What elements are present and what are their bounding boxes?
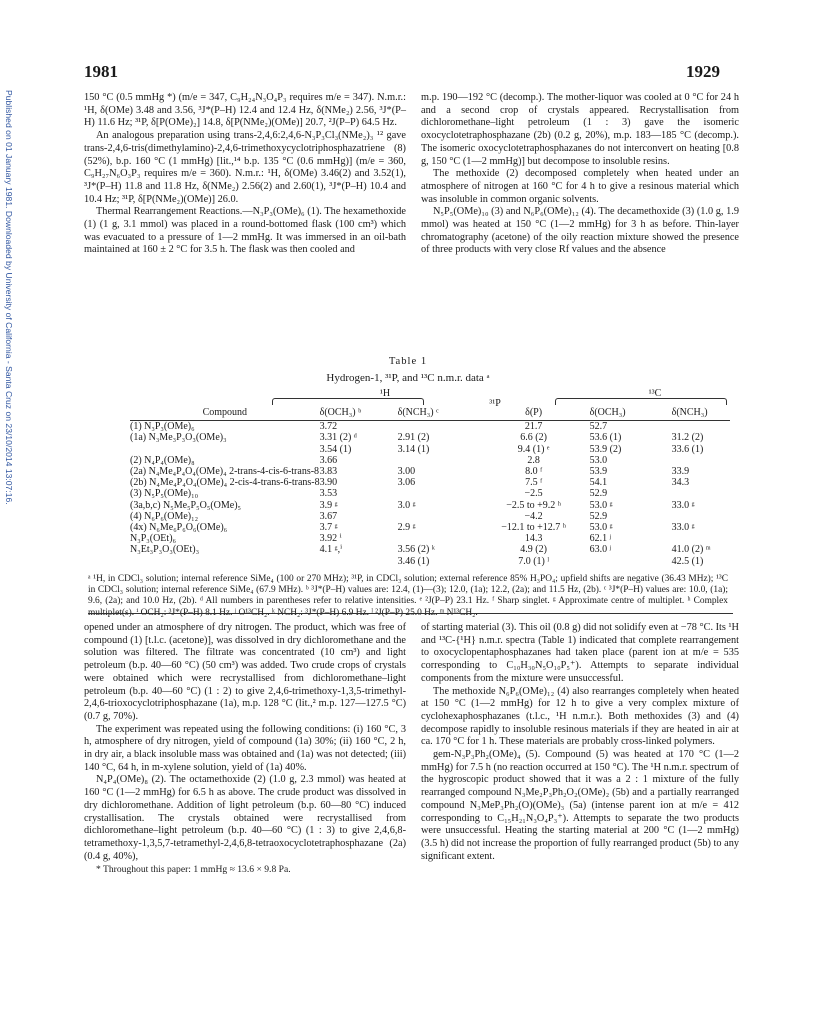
table-cell: 8.0 ᶠ xyxy=(525,466,543,478)
group-header-h: ¹H xyxy=(379,388,391,399)
table-cell: 2.9 ᵍ xyxy=(397,522,416,534)
table-cell: 53.0 ᵍ xyxy=(589,499,613,511)
table-rule xyxy=(130,420,730,421)
paragraph: The methoxide (2) decomposed completely when heated under an atmosphere of nitrogen at 160 °C for 4 h to give a resinous material which was insoluble in common organic solvents. xyxy=(421,168,739,205)
table-cell: 7.5 ᶠ xyxy=(525,477,543,489)
table-cell: 31.2 (2) xyxy=(671,432,704,444)
table-cell: 41.0 (2) ᵐ xyxy=(671,544,711,556)
col-h-och3: δ(OCH₃) ᵇ xyxy=(319,407,362,418)
table-cell: 34.3 xyxy=(671,477,690,489)
table-cell: 3.92 ⁱ xyxy=(319,533,342,545)
paragraph: An analogous preparation using trans-2,4,6:2,4,6-N₃P₃Cl₃(NMe₂)₃ ¹² gave trans-2,4,6-tris(dimethylamino)-2,4,6-trimethoxycyclotriphosphazatriene (8) (52%), b.p. 160 °C (1 mmHg) [lit.,¹⁴ b.p. 135 °C (0.6 mmHg)] (m/e = 360, C₉H₂₇N₆O₃P₃ requires m/e = 360). N.m.r.: ¹H, δ(OMe) 3.46(2) and 3.52(1), ³J*(P–H) 11.8 and 11.8 Hz, δ(NMe₂) 2.56(2) and 2.60(1), ³J*(P–H) 10.4 and 10.4 Hz; ³¹P, δ[P(NMe₂)(OMe)] 26.0. xyxy=(84,130,406,205)
group-header-c: ¹³C xyxy=(648,388,662,399)
table-cell: 3.7 ᵍ xyxy=(319,522,338,534)
table-cell xyxy=(130,556,320,567)
table-header-row xyxy=(130,407,720,418)
paragraph: opened under an atmosphere of dry nitrogen. The product, which was free of compound (1) [t.l.c. (acetone)], was dissolved in dry dichloromethane and the solution was filtered. The filtrate was concentrated (10 cm³) and light petroleum (b.p. 40—60 °C) (50 cm³) was added. Two crude crops of crystals were obtained which were recrystallised from dichloromethane–light petroleum (b.p. 40—60 °C) (1 : 2) to give 2,4,6-trimethoxy-1,3,5-trimethyl-2,4,6-trioxocyclotriphosphazane (1a), m.p. 128 °C (lit.,² m.p. 127—127.5 °C) (0.7 g, 70%). xyxy=(84,622,406,722)
table-cell xyxy=(398,455,478,466)
table-cell: 3.46 (1) xyxy=(397,555,430,567)
group-brace-c xyxy=(555,398,727,405)
table-cell: 14.3 xyxy=(524,533,543,545)
table-row xyxy=(130,432,720,443)
table-cell: 3.0 ᵍ xyxy=(397,499,416,511)
table-cell: 4.1 ᵍ,ⁱ xyxy=(319,544,343,556)
table-cell: (4x) N₆Me₆P₆O₆(OMe)₆ xyxy=(130,522,228,534)
table-row xyxy=(130,522,720,533)
table-cell: −2.5 xyxy=(524,488,543,500)
table-cell: 53.9 xyxy=(589,466,608,478)
paragraph: m.p. 190—192 °C (decomp.). The mother-liquor was cooled at 0 °C for 24 h and a second crop of crystals appeared. Recrystallisation from dichloromethane–light petroleum (1 : 3) gave the isomeric oxocyclotetraphosphazane (2b) (0.2 g, 20%), m.p. 183—185 °C (decomp.). The isomeric oxocyclotetraphosphazanes do not interconvert on heating [0.8 g, 150 °C (1—2 mmHg)] but decompose to insoluble resins. xyxy=(421,92,739,167)
nmr-table xyxy=(130,407,720,567)
table-cell xyxy=(672,511,720,522)
table-cell: 53.0 ᵍ xyxy=(589,522,613,534)
table-cell: 3.90 xyxy=(319,477,338,489)
table-cell xyxy=(320,556,398,567)
table-cell xyxy=(672,533,720,544)
table-cell: 3.83 xyxy=(319,466,338,478)
table-cell: 4.9 (2) xyxy=(520,544,547,556)
table-cell: (2a) N₄Me₄P₄O₄(OMe)₄ 2-trans-4-cis-6-trans-8 xyxy=(130,466,320,478)
table-row xyxy=(130,533,720,544)
table-cell xyxy=(590,556,672,567)
table-cell: 52.9 xyxy=(589,488,608,500)
paragraph: N₅P₅(OMe)₁₀ (3) and N₆P₆(OMe)₁₂ (4). The decamethoxide (3) (1.0 g, 1.9 mmol) was heated at 150 °C (1—2 mmHg) for 3 h as before. Thin-layer chromatography (acetone) of the oily reaction mixture showed the presence of three products with very close Rf values and the absence xyxy=(421,206,739,256)
table-cell: 53.6 (1) xyxy=(589,432,622,444)
table-cell xyxy=(672,455,720,466)
table-cell: 9.4 (1) ᵉ xyxy=(517,443,550,455)
table-row xyxy=(130,455,720,466)
table-cell: N₃P₃(OEt)₆ xyxy=(130,533,177,545)
table-cell: 33.6 (1) xyxy=(671,443,704,455)
table-cell: (2b) N₄Me₄P₄O₄(OMe)₄ 2-cis-4-trans-6-trans-8 xyxy=(130,477,320,489)
paragraph: 150 °C (0.5 mmHg *) (m/e = 347, C₉H₂₄N₃O₄P₃ requires m/e = 347). N.m.r.: ¹H, δ(OMe) 3.48 and 3.56, ³J*(P–H) 12.4 and 12.4 Hz, δ(NMe₂) 2.56, ³J*(P–H) 11.6 Hz; ³¹P, δ[P(OMe)₂] 14.8, δ[P(NMe₂)(OMe)] 20.7, ²J(P–P) 64.5 Hz. xyxy=(84,92,406,129)
table-footnotes: ᵃ ¹H, in CDCl₃ solution; internal reference SiMe₄ (100 or 270 MHz); ³¹P, in CDCl₃ solution; external reference 85% H₃PO₄; upfield shifts are negative (36.43 MHz); ¹³C in CDCl₃ solution; internal reference SiMe₄ (67.9 MHz). ᵇ ³J*(P–H) values are: 12.4, (1)—(3); 12.0, (1a); 12.2, (2a); and 11.5 Hz, (2b). ᶜ ³J*(P–H) values are: 10.0, (1a); 9.6, (2a); and 10.0 Hz, (2b). ᵈ All numbers in parentheses refer to relative intensities. ᵉ ²J(P–P) 23.1 Hz. ᶠ Sharp singlet. ᵍ Approximate centre of multiplet. ʰ Complex multiplet(s). ⁱ OCH₂: ³J*(P–H) 8.1 Hz. ʲ O¹³CH₂. ᵏ NCH₂: ³J*(P–H) 6.9 Hz. ˡ ²J(P–P) 25.0 Hz. ᵐ N¹³CH₂. xyxy=(88,574,728,618)
table-cell: −12.1 to +12.7 ʰ xyxy=(501,522,566,534)
table-cell: 2.8 xyxy=(527,454,540,466)
table-row xyxy=(130,466,720,477)
group-header-p: ³¹P xyxy=(489,398,501,409)
table-cell: 62.1 ʲ xyxy=(589,533,612,545)
table-row xyxy=(130,556,720,567)
table-cell: 53.0 xyxy=(589,454,608,466)
table-row xyxy=(130,544,720,555)
table-cell: (3a,b,c) N₅Me₅P₅O₅(OMe)₅ xyxy=(130,499,242,511)
page-number: 1929 xyxy=(686,62,720,81)
table-cell: 3.06 xyxy=(397,477,416,489)
table-row xyxy=(130,488,720,499)
table-cell: 2.91 (2) xyxy=(397,432,430,444)
group-brace-h xyxy=(272,398,424,405)
paragraph: of starting material (3). This oil (0.8 g) did not solidify even at −78 °C. Its ¹H and ¹³C-{¹H} n.m.r. spectra (Table 1) indicated that complete rearrangement to oxocyclopentaphosphazanes had taken place (parent ion at m/e = 535 corresponding to C₁₀H₃₀N₅O₁₀P₅⁺). Attempts to separate individual components from the mixture were unsuccessful. xyxy=(421,622,739,684)
table-cell: 21.7 xyxy=(524,421,543,433)
table-cell: 52.7 xyxy=(589,421,608,433)
table-cell: 7.0 (1) ˡ xyxy=(518,555,550,567)
col-h-nch3: δ(NCH₃) ᶜ xyxy=(397,407,439,418)
bottom-left-column xyxy=(84,622,406,877)
table-cell: −4.2 xyxy=(524,510,543,522)
table-cell: 3.66 xyxy=(319,454,338,466)
table-cell: 3.54 (1) xyxy=(319,443,352,455)
journal-year: 1981 xyxy=(84,62,118,81)
table-cell: 3.67 xyxy=(319,510,338,522)
table-cell: 3.56 (2) ᵏ xyxy=(397,544,435,556)
table-cell: 53.9 (2) xyxy=(589,443,622,455)
table-row xyxy=(130,477,720,488)
table-cell: 42.5 (1) xyxy=(671,555,704,567)
top-right-column xyxy=(421,92,739,257)
footnote-mmhg: * Throughout this paper: 1 mmHg ≈ 13.6 × 9.8 Pa. xyxy=(96,864,291,876)
col-c-och3: δ(OCH₃) xyxy=(589,407,626,418)
table-cell xyxy=(398,488,478,499)
paragraph: N₄P₄(OMe)₈ (2). The octamethoxide (2) (1.0 g, 2.3 mmol) was heated at 160 °C (1—2 mmHg) for 6.5 h as above. The crude product was dissolved in dry dichloromethane. Addition of light petroleum (b.p. 60—80 °C) induced crystallisation. The crystals obtained were recrystallised from dichloromethane–light petroleum (b.p. 40—60 °C) (1 : 3) to give 2,4,6,8-tetramethoxy-1,3,5,7-tetramethyl-2,4,6,8-tetraoxocyclotetraphosphazane (2a) (0.4 g, 40%), xyxy=(84,774,406,862)
table-cell xyxy=(672,488,720,499)
table-cell: 3.72 xyxy=(319,421,338,433)
table-title: Hydrogen-1, ³¹P, and ¹³C n.m.r. data ᵃ xyxy=(326,372,490,384)
table-row xyxy=(130,500,720,511)
table-cell: (4) N₆P₆(OMe)₁₂ xyxy=(130,510,199,522)
table-cell xyxy=(398,511,478,522)
top-left-column xyxy=(84,92,406,257)
table-cell: 33.9 xyxy=(671,466,690,478)
download-notice xyxy=(0,90,16,1010)
table-cell xyxy=(398,533,478,544)
col-c-nch3: δ(NCH₃) xyxy=(671,407,708,418)
table-cell: 33.0 ᵍ xyxy=(671,499,695,511)
table-cell: 63.0 ʲ xyxy=(589,544,612,556)
col-compound: Compound xyxy=(202,407,248,418)
paragraph: The experiment was repeated using the following conditions: (i) 160 °C, 3 h, atmosphere of dry nitrogen, yield of compound (1a) 30%; (ii) 160 °C, 2 h, in dry air, a black insoluble mass was obtained and (1a) was not detected; (iii) 140 °C, 64 h, in m-xylene solution, yield of (1a) 40%. xyxy=(84,723,406,773)
paragraph: Thermal Rearrangement Reactions.—N₃P₃(OMe)₆ (1). The hexamethoxide (1) (1 g, 3.1 mmol) was placed in a round-bottomed flask (100 cm³) which was evacuated to a pressure of 1—2 mmHg. It was immersed in an oil-bath maintained at 160 ± 2 °C for 3.5 h. The flask was then cooled and xyxy=(84,206,406,256)
table-cell xyxy=(130,444,320,455)
table-cell: 3.00 xyxy=(397,466,416,478)
table-cell: (1) N₃P₃(OMe)₆ xyxy=(130,421,195,433)
table-cell: (3) N₅P₅(OMe)₁₀ xyxy=(130,488,199,500)
table-cell: 52.9 xyxy=(589,510,608,522)
table-cell: 3.14 (1) xyxy=(397,443,430,455)
paragraph: The methoxide N₆P₆(OMe)₁₂ (4) also rearranges completely when heated at 150 °C (1—2 mmHg) for 12 h to give a very complex mixture of cyclohexaphosphazanes (t.l.c., ¹H n.m.r.). Both methoxides (3) and (4) decompose rapidly to insoluble resinous materials if they are heated in air at ca. 170 °C for 1 h. These materials are probably cross-linked polymers. xyxy=(421,685,739,748)
table-row xyxy=(130,444,720,455)
table-cell: 33.0 ᵍ xyxy=(671,522,695,534)
table-cell: (2) N₄P₄(OMe)₈ xyxy=(130,454,195,466)
table-cell: N₃Et₃P₃O₃(OEt)₃ xyxy=(130,544,200,556)
table-cell: 3.9 ᵍ xyxy=(319,499,338,511)
table-row xyxy=(130,511,720,522)
table-cell xyxy=(672,421,720,432)
table-cell: 3.53 xyxy=(319,488,338,500)
table-cell: −2.5 to +9.2 ʰ xyxy=(506,499,561,511)
col-p: δ(P) xyxy=(525,407,543,418)
table-label: Table 1 xyxy=(388,356,428,367)
table-cell: 3.31 (2) ᵈ xyxy=(319,432,357,444)
table-bottom-rule xyxy=(88,613,733,614)
table-cell xyxy=(398,421,478,432)
table-cell: 6.6 (2) xyxy=(520,432,547,444)
paragraph: gem-N₃P₃Ph₂(OMe)₄ (5). Compound (5) was heated at 170 °C (1—2 mmHg) for 7.5 h (no reaction occurred at 150 °C). The ¹H n.m.r. spectrum of the hygroscopic product showed that it was a 2 : 1 mixture of the fully rearranged compound N₃Me₂P₃Ph₂O₂(OMe)₂ (5b) and a partially rearranged compound N₃MeP₃Ph₂(O)(OMe)₃ (5a) (intense parent ion at m/e = 412 corresponding to C₁₅H₂₁N₃O₄P₃⁺). Attempts to separate the two products were unsuccessful. Heating the starting material at 200 °C (1—2 mmHg) (3.5 h) did not increase the proportion of fully rearranged product (5b) to any significant extent. xyxy=(421,749,739,862)
bottom-right-column xyxy=(421,622,739,863)
table-cell: (1a) N₃Me₃P₃O₃(OMe)₃ xyxy=(130,432,227,444)
download-notice-text: Published on 01 January 1981. Downloaded by University of California - Santa Cruz on 23/10/2014 13:07:16. xyxy=(4,90,14,505)
table-row xyxy=(130,421,720,432)
table-cell: 54.1 xyxy=(589,477,608,489)
